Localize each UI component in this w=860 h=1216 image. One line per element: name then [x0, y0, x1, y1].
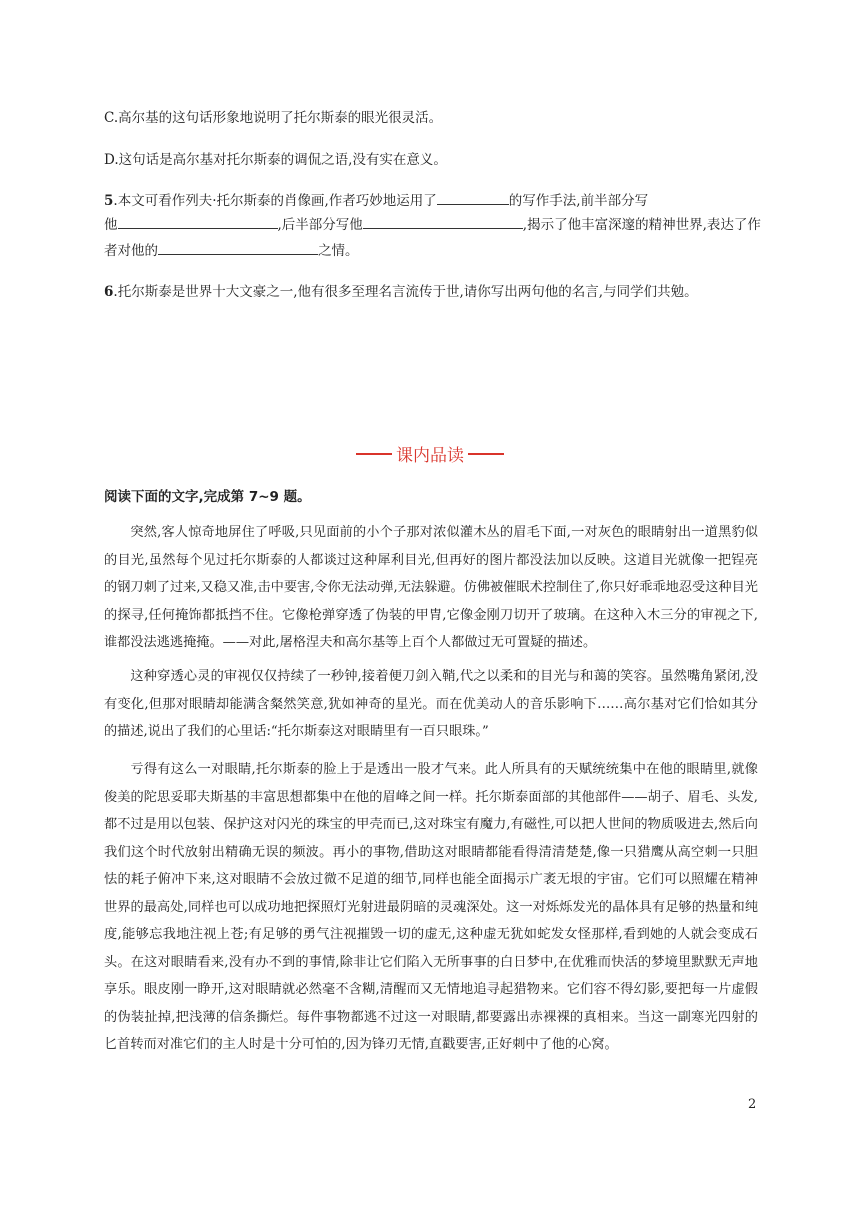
question-5-number: 5 — [104, 193, 114, 209]
option-c: C.高尔基的这句话形象地说明了托尔斯泰的眼光很灵活。 — [104, 110, 443, 126]
answer-blank[interactable] — [158, 240, 318, 255]
passage-paragraph-3: 亏得有这么一对眼睛,托尔斯泰的脸上于是透出一股才气来。此人所具有的天赋统统集中在他的眼睛里,就像俊美的陀思妥耶夫斯基的丰富思想都集中在他的眉峰之间一样。托尔斯泰面部的其他部件——胡子、眉毛、头发,都不过是用以包装、保护这对闪光的珠宝的甲壳而已,这对珠宝有魔力,有磁性,可以把人世间的物质吸进去,然后向我们这个时代放射出精确无误的频波。再小的事物,借助这对眼睛都能看得清清楚楚,像一只猎鹰从高空刺一只胆怯的耗子俯冲下来,这对眼睛不会放过微不足道的细节,同样也能全面揭示广袤无垠的宇宙。它们可以照耀在精神世界的最高处,同样也可以成功地把探照灯光射进最阴暗的灵魂深处。这一对烁烁发光的晶体具有足够的热量和纯度,能够忘我地注视上苍;有足够的勇气注视摧毁一切的虚无,这种虚无犹如蛇发女怪那样,看到她的人就会变成石头。在这对眼睛看来,没有办不到的事情,除非让它们陷入无所事事的白日梦中,在优雅而快活的梦境里默默无声地享乐。眼皮刚一睁开,这对眼睛就必然毫不含糊,清醒而又无情地追寻起猎物来。它们容不得幻影,要把每一片虚假的伪装扯掉,把浅薄的信条撕烂。每件事物都逃不过这一对眼睛,都要露出赤裸裸的真相来。当这一副寒光四射的匕首转而对准它们的主人时是十分可怕的,因为锋刃无情,直戳要害,正好刺中了他的心窝。 — [104, 762, 758, 1052]
question-5-text: 他 — [104, 217, 118, 233]
passage-paragraph-1: 突然,客人惊奇地屏住了呼吸,只见面前的小个子那对浓似灌木丛的眉毛下面,一对灰色的眼睛射出一道黑豹似的目光,虽然每个见过托尔斯泰的人都谈过这种犀利目光,但再好的图片都没法加以反映。这道目光就像一把锃亮的钢刀刺了过来,又稳又准,击中要害,令你无法动弹,无法躲避。仿佛被催眠术控制住了,你只好乖乖地忍受这种目光的探寻,任何掩饰都抵挡不住。它像枪弹穿透了伪装的甲胄,它像金刚刀切开了玻璃。在这种入木三分的审视之下,谁都没法逃逃掩掩。——对此,屠格涅夫和高尔基等上百个人都做过无可置疑的描述。 — [104, 525, 758, 650]
question-5-line-2 — [104, 214, 761, 235]
title-rule-right — [468, 453, 504, 455]
question-6 — [104, 282, 698, 302]
answer-blank[interactable] — [118, 214, 278, 229]
question-5-line-3 — [104, 240, 359, 261]
question-5-text: 者对他的 — [104, 243, 158, 259]
question-5-text: ,揭示了他丰富深邃的精神世界,表达了作 — [522, 217, 761, 233]
question-6-number: 6 — [104, 284, 114, 300]
section-title — [0, 441, 860, 466]
question-5-text: .本文可看作列夫·托尔斯泰的肖像画,作者巧妙地运用了 — [113, 193, 437, 209]
question-5-text: 之情。 — [318, 243, 359, 259]
question-5-text: 的写作手法,前半部分写 — [508, 193, 649, 209]
answer-blank[interactable] — [437, 190, 509, 205]
question-5 — [104, 190, 648, 211]
section-title-text: 课内品读 — [396, 446, 464, 466]
option-d: D.这句话是高尔基对托尔斯泰的调侃之语,没有实在意义。 — [104, 152, 447, 168]
answer-blank[interactable] — [363, 214, 523, 229]
question-5-text: ,后半部分写他 — [277, 217, 363, 233]
page-number: 2 — [748, 1097, 757, 1112]
question-6-text: .托尔斯泰是世界十大文豪之一,他有很多至理名言流传于世,请你写出两句他的名言,与同学们共勉。 — [113, 284, 698, 300]
passage-paragraph-2: 这种穿透心灵的审视仅仅持续了一秒钟,接着便刀剑入鞘,代之以柔和的目光与和蔼的笑容。虽然嘴角紧闭,没有变化,但那对眼睛却能满含粲然笑意,犹如神奇的星光。而在优美动人的音乐影响下……高尔基对它们恰如其分的描述,说出了我们的心里话:“托尔斯泰这对眼睛里有一百只眼珠。” — [104, 669, 758, 739]
reading-instruction: 阅读下面的文字,完成第 7~9 题。 — [104, 489, 311, 505]
title-rule-left — [356, 453, 392, 455]
